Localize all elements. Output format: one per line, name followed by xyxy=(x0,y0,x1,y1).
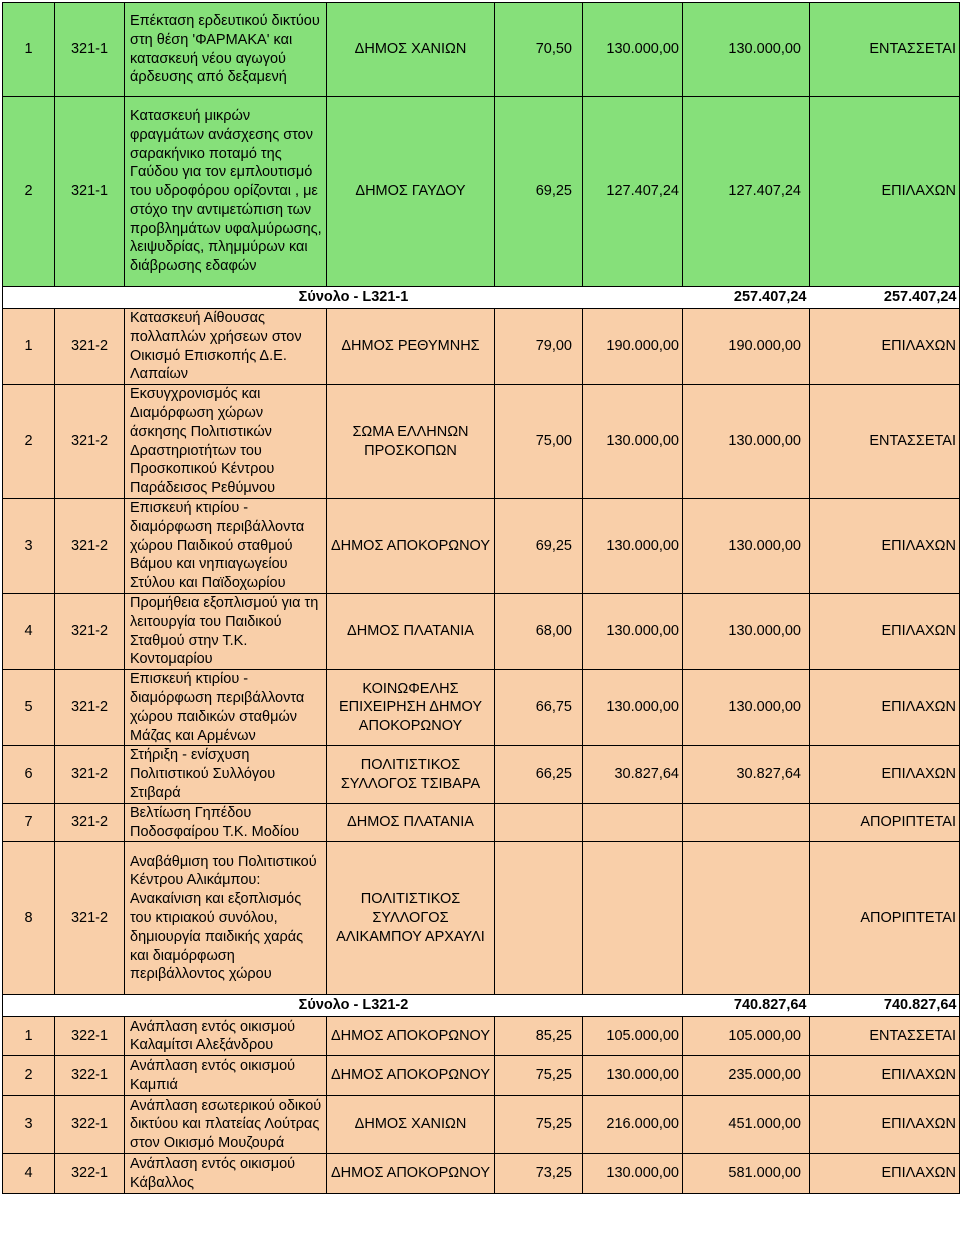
status-cell: ΑΠΟΡΙΠΤΕΤΑΙ xyxy=(810,803,960,842)
table-row xyxy=(3,1056,960,1096)
total-spacer xyxy=(3,995,125,1017)
cumulative-cell: 130.000,00 xyxy=(683,3,810,97)
beneficiary-cell: ΔΗΜΟΣ ΧΑΝΙΩΝ xyxy=(327,1096,495,1154)
beneficiary-cell: ΔΗΜΟΣ ΠΛΑΤΑΝΙΑ xyxy=(327,593,495,669)
budget-cell xyxy=(583,842,683,995)
total-budget-cell: 740.827,64 xyxy=(583,995,810,1017)
score-cell: 75,00 xyxy=(495,385,583,499)
row-number-cell: 1 xyxy=(3,1017,55,1056)
measure-code-cell: 321-2 xyxy=(55,385,125,499)
row-number-cell: 3 xyxy=(3,498,55,593)
budget-cell: 127.407,24 xyxy=(583,97,683,287)
status-cell: ΕΠΙΛΑΧΩΝ xyxy=(810,1096,960,1154)
beneficiary-cell: ΠΟΛΙΤΙΣΤΙΚΟΣ ΣΥΛΛΟΓΟΣ ΑΛΙΚΑΜΠΟΥ ΑΡΧΑΥΛΙ xyxy=(327,842,495,995)
budget-cell: 130.000,00 xyxy=(583,1056,683,1096)
budget-cell: 130.000,00 xyxy=(583,593,683,669)
row-number-cell: 4 xyxy=(3,1154,55,1194)
status-cell: ΕΝΤΑΣΣΕΤΑΙ xyxy=(810,1017,960,1056)
measure-code-cell: 321-2 xyxy=(55,309,125,385)
measure-code-cell: 322-1 xyxy=(55,1154,125,1194)
row-number-cell: 4 xyxy=(3,593,55,669)
cumulative-cell: 30.827,64 xyxy=(683,746,810,803)
score-cell: 79,00 xyxy=(495,309,583,385)
cumulative-cell: 130.000,00 xyxy=(683,593,810,669)
project-title-cell: Κατασκευή μικρών φραγμάτων ανάσχεσης στον σαρακήνικο ποταμό της Γαύδου για τον εμπλουτισμό του υδροφόρου ορίζονται , με στόχο την αντιμετώπιση των προβλημάτων υφαλμύρωσης, λειψυδρίας, πλημμύρων και διάβρωσης εδαφών xyxy=(125,97,327,287)
measure-code-cell: 321-1 xyxy=(55,3,125,97)
score-cell: 73,25 xyxy=(495,1154,583,1194)
score-cell xyxy=(495,803,583,842)
measure-code-cell: 321-2 xyxy=(55,746,125,803)
total-cumulative-cell: 257.407,24 xyxy=(810,287,960,309)
row-number-cell: 1 xyxy=(3,309,55,385)
budget-cell: 216.000,00 xyxy=(583,1096,683,1154)
project-title-cell: Ανάπλαση εντός οικισμού Κάβαλλος xyxy=(125,1154,327,1194)
project-title-cell: Στήριξη - ενίσχυση Πολιτιστικού Συλλόγου Στιβαρά xyxy=(125,746,327,803)
beneficiary-cell: ΔΗΜΟΣ ΑΠΟΚΟΡΩΝΟΥ xyxy=(327,498,495,593)
projects-table-body xyxy=(3,3,960,1194)
project-title-cell: Επέκταση ερδευτικού δικτύου στη θέση 'ΦΑΡΜΑΚΑ' και κατασκευή νέου αγωγού άρδευσης από δεξαμενή xyxy=(125,3,327,97)
cumulative-cell: 130.000,00 xyxy=(683,498,810,593)
table-row xyxy=(3,1154,960,1194)
budget-cell: 130.000,00 xyxy=(583,670,683,746)
status-cell: ΕΠΙΛΑΧΩΝ xyxy=(810,746,960,803)
measure-code-cell: 322-1 xyxy=(55,1017,125,1056)
row-number-cell: 6 xyxy=(3,746,55,803)
beneficiary-cell: ΔΗΜΟΣ ΧΑΝΙΩΝ xyxy=(327,3,495,97)
measure-code-cell: 321-2 xyxy=(55,498,125,593)
score-cell: 85,25 xyxy=(495,1017,583,1056)
score-cell xyxy=(495,842,583,995)
row-number-cell: 5 xyxy=(3,670,55,746)
budget-cell: 105.000,00 xyxy=(583,1017,683,1056)
row-number-cell: 8 xyxy=(3,842,55,995)
table-row xyxy=(3,593,960,669)
beneficiary-cell: ΔΗΜΟΣ ΑΠΟΚΟΡΩΝΟΥ xyxy=(327,1056,495,1096)
row-number-cell: 2 xyxy=(3,1056,55,1096)
projects-table xyxy=(2,2,960,1194)
measure-code-cell: 322-1 xyxy=(55,1096,125,1154)
status-cell: ΕΠΙΛΑΧΩΝ xyxy=(810,1056,960,1096)
status-cell: ΑΠΟΡΙΠΤΕΤΑΙ xyxy=(810,842,960,995)
table-row xyxy=(3,309,960,385)
score-cell: 69,25 xyxy=(495,498,583,593)
row-number-cell: 2 xyxy=(3,385,55,499)
status-cell: ΕΝΤΑΣΣΕΤΑΙ xyxy=(810,3,960,97)
project-title-cell: Κατασκευή Αίθουσας πολλαπλών χρήσεων στον Οικισμό Επισκοπής Δ.Ε. Λαπαίων xyxy=(125,309,327,385)
total-label: Σύνολο - L321-1 xyxy=(125,287,583,309)
status-cell: ΕΠΙΛΑΧΩΝ xyxy=(810,670,960,746)
row-number-cell: 2 xyxy=(3,97,55,287)
table-row xyxy=(3,498,960,593)
budget-cell: 190.000,00 xyxy=(583,309,683,385)
measure-code-cell: 321-1 xyxy=(55,97,125,287)
budget-cell: 130.000,00 xyxy=(583,3,683,97)
budget-cell: 30.827,64 xyxy=(583,746,683,803)
table-row xyxy=(3,803,960,842)
score-cell: 75,25 xyxy=(495,1056,583,1096)
total-label: Σύνολο - L321-2 xyxy=(125,995,583,1017)
table-row xyxy=(3,385,960,499)
project-title-cell: Εκσυγχρονισμός και Διαμόρφωση χώρων άσκησης Πολιτιστικών Δραστηριοτήτων του Προσκοπικού Κέντρου Παράδεισος Ρεθύμνου xyxy=(125,385,327,499)
table-row xyxy=(3,3,960,97)
status-cell: ΕΠΙΛΑΧΩΝ xyxy=(810,97,960,287)
row-number-cell: 3 xyxy=(3,1096,55,1154)
beneficiary-cell: ΚΟΙΝΩΦΕΛΗΣ ΕΠΙΧΕΙΡΗΣΗ ΔΗΜΟΥ ΑΠΟΚΟΡΩΝΟΥ xyxy=(327,670,495,746)
cumulative-cell: 451.000,00 xyxy=(683,1096,810,1154)
cumulative-cell: 190.000,00 xyxy=(683,309,810,385)
score-cell: 70,50 xyxy=(495,3,583,97)
status-cell: ΕΝΤΑΣΣΕΤΑΙ xyxy=(810,385,960,499)
status-cell: ΕΠΙΛΑΧΩΝ xyxy=(810,593,960,669)
beneficiary-cell: ΔΗΜΟΣ ΡΕΘΥΜΝΗΣ xyxy=(327,309,495,385)
project-title-cell: Επισκευή κτιρίου - διαμόρφωση περιβάλλοντα χώρου παιδικών σταθμών Μάζας και Αρμένων xyxy=(125,670,327,746)
table-row xyxy=(3,842,960,995)
total-row xyxy=(3,995,960,1017)
cumulative-cell: 235.000,00 xyxy=(683,1056,810,1096)
table-row xyxy=(3,670,960,746)
budget-cell xyxy=(583,803,683,842)
project-title-cell: Ανάπλαση εντός οικισμού Καμπιά xyxy=(125,1056,327,1096)
status-cell: ΕΠΙΛΑΧΩΝ xyxy=(810,309,960,385)
beneficiary-cell: ΔΗΜΟΣ ΑΠΟΚΟΡΩΝΟΥ xyxy=(327,1154,495,1194)
cumulative-cell: 127.407,24 xyxy=(683,97,810,287)
budget-cell: 130.000,00 xyxy=(583,385,683,499)
row-number-cell: 1 xyxy=(3,3,55,97)
table-row xyxy=(3,1017,960,1056)
project-title-cell: Αναβάθμιση του Πολιτιστικού Κέντρου Αλικάμπου: Ανακαίνιση και εξοπλισμός του κτιριακού συνόλου, δημιουργία παιδικής χαράς και διαμόρφωση περιβάλλοντος χώρου xyxy=(125,842,327,995)
budget-cell: 130.000,00 xyxy=(583,498,683,593)
measure-code-cell: 321-2 xyxy=(55,670,125,746)
total-budget-cell: 257.407,24 xyxy=(583,287,810,309)
table-row xyxy=(3,97,960,287)
cumulative-cell: 130.000,00 xyxy=(683,385,810,499)
budget-cell: 130.000,00 xyxy=(583,1154,683,1194)
cumulative-cell xyxy=(683,842,810,995)
total-cumulative-cell: 740.827,64 xyxy=(810,995,960,1017)
score-cell: 66,25 xyxy=(495,746,583,803)
score-cell: 66,75 xyxy=(495,670,583,746)
measure-code-cell: 321-2 xyxy=(55,803,125,842)
project-title-cell: Ανάπλαση εσωτερικού οδικού δικτύου και πλατείας Λούτρας στον Οικισμό Μουζουρά xyxy=(125,1096,327,1154)
cumulative-cell: 581.000,00 xyxy=(683,1154,810,1194)
beneficiary-cell: ΔΗΜΟΣ ΑΠΟΚΟΡΩΝΟΥ xyxy=(327,1017,495,1056)
table-row xyxy=(3,746,960,803)
beneficiary-cell: ΠΟΛΙΤΙΣΤΙΚΟΣ ΣΥΛΛΟΓΟΣ ΤΣΙΒΑΡΑ xyxy=(327,746,495,803)
beneficiary-cell: ΔΗΜΟΣ ΓΑΥΔΟΥ xyxy=(327,97,495,287)
measure-code-cell: 321-2 xyxy=(55,842,125,995)
project-title-cell: Ανάπλαση εντός οικισμού Καλαμίτσι Αλεξάνδρου xyxy=(125,1017,327,1056)
project-title-cell: Επισκευή κτιρίου - διαμόρφωση περιβάλλοντα χώρου Παιδικού σταθμού Βάμου και νηπιαγωγείου Στύλου και Παϊδοχωρίου xyxy=(125,498,327,593)
status-cell: ΕΠΙΛΑΧΩΝ xyxy=(810,1154,960,1194)
total-spacer xyxy=(3,287,125,309)
cumulative-cell: 105.000,00 xyxy=(683,1017,810,1056)
table-row xyxy=(3,1096,960,1154)
beneficiary-cell: ΣΩΜΑ ΕΛΛΗΝΩΝ ΠΡΟΣΚΟΠΩΝ xyxy=(327,385,495,499)
score-cell: 68,00 xyxy=(495,593,583,669)
score-cell: 75,25 xyxy=(495,1096,583,1154)
project-title-cell: Βελτίωση Γηπέδου Ποδοσφαίρου Τ.Κ. Μοδίου xyxy=(125,803,327,842)
row-number-cell: 7 xyxy=(3,803,55,842)
status-cell: ΕΠΙΛΑΧΩΝ xyxy=(810,498,960,593)
measure-code-cell: 321-2 xyxy=(55,593,125,669)
total-row xyxy=(3,287,960,309)
beneficiary-cell: ΔΗΜΟΣ ΠΛΑΤΑΝΙΑ xyxy=(327,803,495,842)
cumulative-cell: 130.000,00 xyxy=(683,670,810,746)
measure-code-cell: 322-1 xyxy=(55,1056,125,1096)
project-title-cell: Προμήθεια εξοπλισμού για τη λειτουργία του Παιδικού Σταθμού στην Τ.Κ. Κοντομαρίου xyxy=(125,593,327,669)
cumulative-cell xyxy=(683,803,810,842)
score-cell: 69,25 xyxy=(495,97,583,287)
